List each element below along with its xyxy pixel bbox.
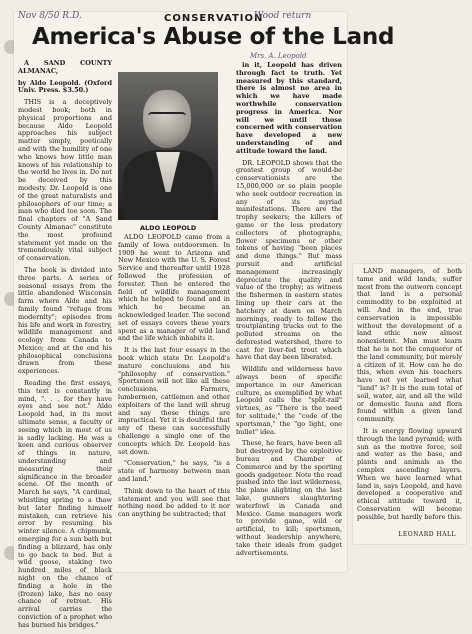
column-2 [118,234,230,523]
section-kicker: CONSERVATION [164,13,264,24]
paragraph: ALDO LEOPOLD came from a family of Iowa outdoorsmen. In 1909 he went to Arizona and New Mexico with the U. S. Forest Service and thereafter until 1928 followed the profession of forester. Then he entered the field of wildlife management which he helped to found and in which he became an acknowledged leader. The second set of essays covers these years spent as a manager of wild land and the life which inhabits it. [118,233,230,343]
paragraph: Think down to the heart of this statement and you will see that nothing need be added to it nor can anything be subtracted; that [118,486,230,519]
handwritten-note-top-right: Wood return [254,11,312,21]
paragraph: These, he fears, have been all but destroyed by the exploitive bureau and Chamber of Commerce and by the sporting goods gadgeteer. Note the road pushed into the last wilderness, the plane alighting on the last lake, gunners slaughtering waterfowl in Canada and Mexico. Game managers work to provide game, wild or artificial, to kill; sportsmen, without leadership anywhere, take their ideals from gadget advertisements. [236,439,342,557]
paragraph: DR. LEOPOLD shows that the greatest group of would-be conservationists are the 15,000,000 or so plain people who seek outdoor recreation in any of its myriad manifestations. There are the trophy seekers; the killers of game or the less predatory collectors of photographs, flower specimens or other tokens of having "been places and done things." But mass pursuit and artificial management increasingly depreciate the quality and value of the trophy; as witness the fishermen in eastern states lining up their cars at the hatchery at dawn on March mornings, ready to follow the troutplanting trucks out to the polluted streams on the deforested watershed, there to cast for liver-fed trout which have that day been liberated. [236,158,342,362]
handwritten-note-top-left: Nov 8/50 R.D. [18,11,82,21]
photo-glasses [148,112,186,121]
paragraph: The book is divided into three parts. A series of seasonal essays from the little abandoned Wisconsin farm where Aldo and his family found "refuge from modernity"; episodes from his life and work in forestry, wildlife management and ecology from Canada to Mexico; and at the end his philosophical conclusions drawn from these experiences. [18,265,112,376]
column-1 [18,60,112,634]
paragraph: LAND managers, of both tame and wild lands, suffer most from the outworn concept that land is a personal commodity to be exploited at will. And in the end, true conservation is impossible without the development of a land ethic now almost nonexistent. Man must learn that he is not the conqueror of the land community, but merely a citizen of it. How can he do this, when even his teachers have not yet learned what "land" is? It is the sum total of soil, water, air, and all the wild or domestic fauna and flora found within a given land community. [357,267,462,424]
second-clipping [353,264,466,544]
author-signature: LEONARD HALL [398,531,456,538]
paragraph: Reading the first essays, this text is constantly in mind, ". . . for they have eyes and see not." Aldo Leopold had, in its most ultimate sense, a faculty of seeing which in most of us is sadly lacking. He was a keen and curious observer of things in nature, understanding and measuring their significance in the broader scene. Of the month of March he says, "A cardinal, whistling spring to a thaw but later finding himself mistaken, can retrieve his error by resuming his winter silence. A chipmunk, emerging for a sun bath but finding a blizzard, has only to go back to bed. But a wild goose, staking two hundred miles of black night on the chance of finding a hole in the (frozen) lake, has no easy chance of retreat. His arrival carries the conviction of a prophet who has burned his bridges." [18,379,112,629]
column-3 [236,62,342,561]
photo-caption: ALDO LEOPOLD [140,224,197,232]
paragraph: THIS is a deceptively modest book; both in physical proportions and because Aldo Leopold approaches his subject matter simply, poetically and with the humility of one who knows how little man knows of his relationship to the world he lives in. Do not be deceived by this modesty. Dr. Leopold is one of the great naturalists and philosophers of our time; a man who died too soon. The final chapters of "A Sand County Almanac" constitute the most profound statement yet made on the tremendously vital subject of conservation. [18,98,112,263]
headline: America's Abuse of the Land [32,24,395,50]
paragraph: It is energy flowing upward through the land pyramid; with sun as the motive force, soil and water as the base, and plants and animals as the complex ascending layers. When we have learned what land is, says Leopold, and have developed a cooperative and ethical attitude toward it, Conservation will become possible, but hardly before this. [357,426,462,521]
book-title: A SAND COUNTY ALMANAC, [18,59,112,75]
book-byline: by Aldo Leopold. (Oxford Univ. Press. $3.50.) [18,78,112,95]
paragraph: "Conservation," he says, "is a state of harmony between man and land." [118,459,230,483]
paragraph: in it, Leopold has driven through fact to truth. Yet measured by this standard, there is almost no area in which we have made worthwhile conservation progress in America. Nor will we until those concerned with conservation have developed a new understanding of and attitude toward the land. [236,61,342,155]
author-photo [118,72,218,220]
handwritten-note-name: Mrs. A. Leopold [250,52,307,60]
paragraph: Wildlife and wilderness have always been of specific importance in our American culture, as exemplified by what Leopold calls the "split-rail" virtues, as "There is the need for solitude," the "code of the sportsman," the "go light, one bullet" idea. [236,365,342,436]
column-4 [357,268,462,526]
main-clipping [14,11,395,629]
paragraph: It is the last four essays in the book which state Dr. Leopold's mature conclusions and his "philosophy of conservation." Sportsmen will not like all these conclusions. Farmers, lumbermen, cattlemen and other exploiters of the land will shrug and say these things are impractical. Yet it is doubtful that any of these can successfully challenge a single one of the concepts which Dr. Leopold has set down. [118,346,230,456]
